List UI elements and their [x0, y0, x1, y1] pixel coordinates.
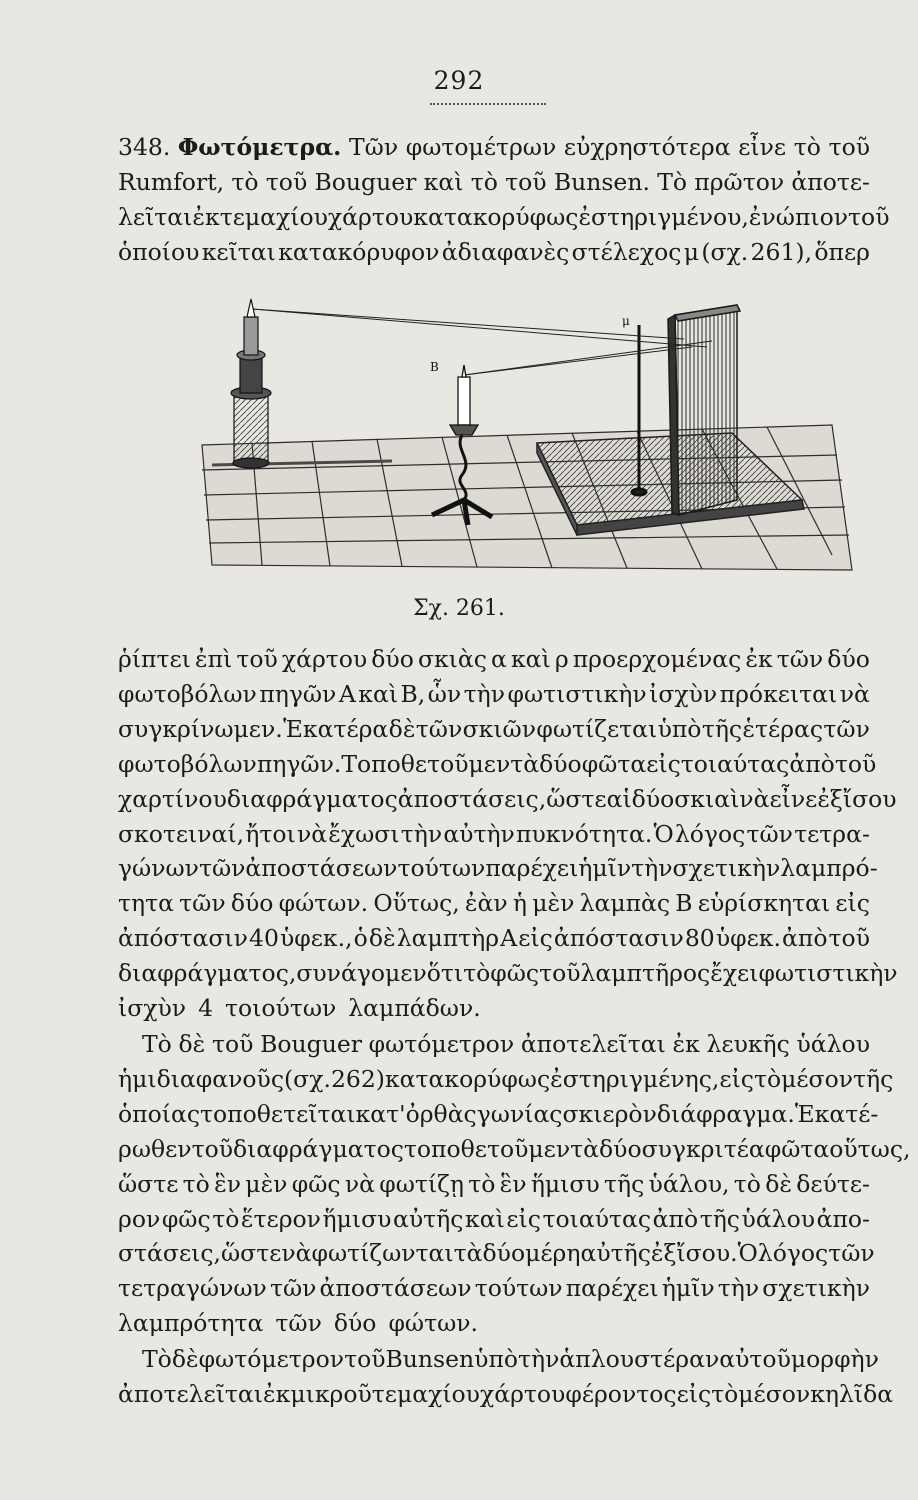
text-line: [118, 851, 878, 886]
text-line: [118, 1167, 870, 1202]
word: ἐστηριγμένου,: [578, 202, 749, 231]
word: τετραγώνων: [118, 1274, 267, 1303]
word: χάρτου: [281, 645, 368, 673]
text-line: [118, 712, 870, 747]
text-line: [118, 1062, 894, 1097]
text-line: [118, 991, 870, 1026]
word: αἱ: [606, 784, 632, 813]
word: δύο: [371, 645, 414, 673]
word: τῶν: [415, 714, 463, 743]
word: τὸ: [468, 1169, 496, 1198]
word: α: [491, 645, 507, 673]
word: τούτων: [474, 1274, 563, 1303]
word: τοποθετοῦμεν: [403, 1134, 571, 1163]
word: κεῖται: [201, 237, 276, 266]
word: Τῶν: [349, 133, 399, 161]
word: διαφράγματος,: [118, 959, 297, 988]
word: Ὁ: [653, 819, 674, 848]
word: φωτοβόλων: [118, 749, 257, 778]
word: πηγῶν.: [256, 749, 342, 778]
word: ἐξ: [650, 1239, 677, 1268]
word: στέλεχος: [571, 237, 682, 266]
text-line: [118, 677, 870, 712]
word: ἀποτελεῖται: [520, 1030, 666, 1058]
word: νὰ: [739, 784, 770, 813]
word: τοῦ: [505, 167, 547, 196]
word: ὥστε: [546, 784, 607, 813]
word: ἀπόστασιν: [553, 924, 684, 953]
word: τὸ: [793, 133, 821, 161]
word: μορφὴν: [790, 1345, 879, 1373]
word: λευκῆς: [706, 1030, 790, 1058]
word: ἀδιαφανὲς: [441, 237, 570, 266]
word: φωτίζεται: [536, 714, 658, 743]
word: ἴσου.: [676, 1239, 738, 1268]
text-line: [118, 817, 870, 852]
word: δύο: [539, 749, 582, 778]
word: τὴν: [717, 1274, 760, 1303]
paragraph-4: [118, 1342, 894, 1412]
word: Β,: [400, 679, 426, 708]
word: ἐκ: [263, 1379, 291, 1408]
word: μέρη: [525, 1239, 581, 1268]
word: δύο: [482, 1239, 526, 1268]
text-line: [118, 1342, 879, 1377]
word: Τὸ: [142, 1345, 172, 1373]
word: ἀποτε-: [791, 167, 870, 196]
word: εἶνε: [738, 133, 787, 161]
word: γωνίας: [476, 1099, 563, 1128]
word: φωτιστικὴν: [758, 959, 898, 988]
word: δὲ: [765, 1169, 792, 1198]
word: Τὸ: [657, 167, 688, 196]
word: λόγος: [674, 819, 746, 848]
word: ὁ: [353, 924, 368, 953]
paragraph-1: [118, 130, 890, 270]
word: ἀποστάσεων: [319, 1274, 472, 1303]
word: τὸ: [463, 959, 491, 988]
word: τὴν: [631, 854, 673, 883]
word: σκιαὶ: [674, 784, 740, 813]
word: δὲ: [171, 1345, 199, 1373]
word: πρόκειται: [719, 679, 838, 708]
word: ἥμισυ: [530, 1169, 600, 1198]
word: 80: [684, 924, 715, 953]
word: φωτιστικὴν: [507, 679, 647, 708]
word: ἀπο-: [816, 1204, 870, 1233]
word: ὑάλου: [796, 1030, 870, 1058]
word: ἐπὶ: [194, 645, 233, 673]
word: ὑφεκ.: [715, 924, 781, 953]
word: μικροῦ: [290, 1379, 372, 1408]
word: φῶτα: [581, 749, 647, 778]
word: λαμπρό-: [780, 854, 878, 883]
word: ἡμιδιαφανοῦς: [118, 1064, 285, 1093]
word: κατακορύφως: [384, 1064, 551, 1093]
word: Ἑκατέρα: [283, 714, 389, 743]
word: τὸ: [733, 1169, 761, 1198]
word: φέροντος: [565, 1379, 677, 1408]
word: ἡμῖν: [578, 854, 632, 883]
word: ἀπὸ: [652, 1204, 699, 1233]
word: ἀποστάσεις,: [397, 784, 547, 813]
word: σκοτειναί,: [118, 819, 245, 848]
word: λαμπτῆρος: [580, 959, 711, 988]
header-rule: [430, 103, 546, 105]
word: τῆς: [853, 1064, 894, 1093]
word: τῶν: [179, 889, 226, 918]
word: ἐκ: [192, 202, 220, 231]
word: Ὁ: [737, 1239, 758, 1268]
oil-lamp: [231, 299, 271, 468]
word: καὶ: [465, 1204, 505, 1233]
word: ἤτοι: [245, 819, 296, 848]
word: δὲ: [178, 1030, 206, 1058]
word: εὑρίσκηται: [697, 889, 831, 918]
word: Τοποθετοῦμεν: [341, 749, 511, 778]
word: τοῦ: [236, 645, 278, 673]
word: τοῦ: [344, 1345, 386, 1373]
word: τὴν: [400, 819, 443, 848]
word: σχετικὴν: [672, 854, 781, 883]
word: κατακορύφως: [413, 202, 579, 231]
text-line: [118, 130, 870, 165]
word: ἓν: [214, 1169, 242, 1198]
word: ἔχωσι: [328, 819, 400, 848]
section-title: Φωτόμετρα.: [177, 133, 342, 161]
text-line: [118, 1306, 870, 1341]
word: ἡμῖν: [661, 1274, 715, 1303]
word: τὰ: [453, 1239, 483, 1268]
word: τὴν: [463, 679, 506, 708]
word: τοιούτων: [225, 994, 337, 1023]
word: ὁποίου: [118, 237, 200, 266]
word: λόγος: [757, 1239, 829, 1268]
word: τοιαύτας: [680, 749, 790, 778]
word: λαμπὰς: [579, 889, 671, 918]
word: Bouguer: [260, 1030, 362, 1058]
word: ὥστε: [118, 1169, 179, 1198]
word: ὑπὸ: [474, 1345, 519, 1373]
word: Α: [338, 679, 356, 708]
word: καὶ: [358, 679, 399, 708]
text-line: [118, 956, 898, 991]
word: ἐκ: [672, 1030, 700, 1058]
word: ρ: [554, 645, 569, 673]
word: πυκνότητα.: [516, 819, 653, 848]
word: χάρτου: [327, 202, 414, 231]
word: κατακόρυφον: [278, 237, 440, 266]
word: μὲν: [245, 1169, 288, 1198]
word: τῆς: [604, 1169, 645, 1198]
word: ὑάλου: [741, 1204, 816, 1233]
word: σχετικὴν: [762, 1274, 870, 1303]
word: τὸ: [231, 167, 259, 196]
word: 262): [330, 1064, 385, 1093]
word: πηγῶν: [259, 679, 337, 708]
word: Bouguer: [314, 167, 417, 196]
word: φῶς: [161, 1204, 211, 1233]
text-line: [118, 200, 890, 235]
text-line: [118, 1097, 879, 1132]
text-line: [118, 886, 870, 921]
word: τῆς: [699, 1204, 740, 1233]
paragraph-3: [118, 1027, 911, 1341]
word: γώνων: [118, 854, 199, 883]
word: (σχ.: [284, 1064, 331, 1093]
text-line: [118, 642, 870, 677]
word: τούτων: [397, 854, 486, 883]
word: ἡ: [512, 889, 527, 918]
word: τὸ: [753, 1064, 782, 1093]
word: ἥμισυ: [322, 1204, 392, 1233]
word: ἕτερον: [240, 1204, 321, 1233]
word: τοῦ: [848, 202, 890, 231]
word: δὲ: [388, 714, 416, 743]
word: ἀποστάσεων: [245, 854, 398, 883]
word: ἑτέρας: [742, 714, 824, 743]
word: ἁπλουστέραν: [559, 1345, 720, 1373]
word: διαφράγματος: [233, 1134, 404, 1163]
word: αὐτοῦ: [719, 1345, 791, 1373]
word: προερχομένας: [572, 645, 742, 673]
text-line: [118, 1377, 894, 1412]
word: μὲν: [532, 889, 575, 918]
word: φωτίζωνται: [311, 1239, 454, 1268]
text-line: [118, 782, 897, 817]
word: εἰς: [506, 1204, 541, 1233]
section-heading: [118, 130, 341, 165]
word: φωτομέτρων: [405, 133, 557, 161]
word: δεύτε-: [796, 1169, 870, 1198]
word: ὑφεκ.,: [279, 924, 353, 953]
word: Rumfort,: [118, 167, 225, 196]
word: συνάγομεν: [296, 959, 427, 988]
word: εἶνε: [769, 784, 818, 813]
word: φῶτα: [764, 1134, 830, 1163]
word: τοῦ: [828, 133, 870, 161]
word: Bunsen.: [553, 167, 650, 196]
word: συγκριτέα: [641, 1134, 765, 1163]
text-line: [118, 747, 877, 782]
word: ἀπόστασιν: [118, 924, 248, 953]
word: νὰ: [296, 819, 328, 848]
paragraph-2: [118, 642, 898, 1026]
text-line: [118, 1271, 870, 1306]
page-number: 292: [433, 66, 485, 95]
word: ρον: [118, 1204, 161, 1233]
word: τητα: [118, 889, 174, 918]
word: καὶ: [423, 167, 464, 196]
word: Ἑκατέ-: [794, 1099, 879, 1128]
word: μέσον: [781, 1064, 854, 1093]
word: Οὕτως,: [373, 889, 460, 918]
word: οὕτως,: [829, 1134, 911, 1163]
word: αὐτὴν: [443, 819, 515, 848]
word: διάφραγμα.: [656, 1099, 795, 1128]
word: νὰ: [839, 679, 870, 708]
word: ἀποτελεῖται: [118, 1379, 264, 1408]
word: εἰς: [518, 924, 553, 953]
word: τὸ: [711, 1379, 739, 1408]
text-line: [118, 1202, 870, 1237]
word: χαρτίνου: [118, 784, 227, 813]
word: δύο: [827, 645, 870, 673]
word: φωτόμετρον: [198, 1345, 345, 1373]
word: τῶν: [823, 714, 870, 743]
word: ὑπὸ: [657, 714, 702, 743]
word: τοῦ: [834, 749, 877, 778]
word: 40: [249, 924, 279, 953]
word: κατ': [355, 1099, 406, 1128]
word: αὐτῆς: [580, 1239, 651, 1268]
word: τεμαχίου: [219, 202, 328, 231]
word: τῶν: [198, 854, 246, 883]
word: λαμπρότητα: [118, 1309, 264, 1338]
word: Bunsen: [385, 1345, 475, 1373]
word: ἴσου: [842, 784, 897, 813]
word: φωτόμετρον: [368, 1030, 515, 1058]
word: τὰ: [570, 1134, 600, 1163]
word: ὀρθὰς: [405, 1099, 477, 1128]
photometer-illustration: [192, 285, 882, 575]
word: δὲ: [368, 924, 396, 953]
text-line: [118, 1132, 911, 1167]
text-line: [118, 235, 870, 270]
word: φῶς: [490, 959, 540, 988]
word: τοῦ: [265, 167, 308, 196]
word: παρέχει: [565, 1274, 659, 1303]
word: δύο: [599, 1134, 642, 1163]
word: ὅτι: [426, 959, 464, 988]
word: ἐξ: [817, 784, 843, 813]
word: νὰ: [344, 1169, 375, 1198]
word: ὅπερ: [814, 237, 870, 266]
word: ἐνώπιον: [748, 202, 849, 231]
word: ρωθεν: [118, 1134, 192, 1163]
word: μέσον: [738, 1379, 811, 1408]
word: τῆς: [701, 714, 743, 743]
word: εἰς: [719, 1064, 754, 1093]
word: τετρα-: [794, 819, 870, 848]
word: τοιαύτας: [542, 1204, 652, 1233]
label-mu: μ: [622, 314, 630, 328]
word: ἐστηριγμένης,: [550, 1064, 720, 1093]
word: τῶν: [275, 1309, 322, 1338]
word: φώτων.: [388, 1309, 478, 1338]
word: Α: [500, 924, 518, 953]
word: εἰς: [646, 749, 681, 778]
word: χάρτου: [479, 1379, 566, 1408]
word: φωτίζῃ: [379, 1169, 464, 1198]
word: συγκρίνωμεν.: [118, 714, 283, 743]
word: φώτων.: [278, 889, 369, 918]
text-line: [118, 1236, 875, 1271]
word: ῥίπτει: [118, 645, 191, 673]
word: τοῦ: [539, 959, 581, 988]
label-b: B: [430, 360, 439, 374]
word: τὸ: [182, 1169, 210, 1198]
word: Τὸ: [142, 1030, 172, 1058]
word: στάσεις,: [118, 1239, 221, 1268]
word: εἰς: [835, 889, 870, 918]
word: δύο: [333, 1309, 377, 1338]
word: τεμαχίου: [371, 1379, 480, 1408]
word: ἰσχὺν: [649, 679, 718, 708]
word: αὐτῆς: [393, 1204, 464, 1233]
light-rays: [252, 309, 712, 375]
word: καὶ: [510, 645, 551, 673]
word: 4: [198, 994, 214, 1023]
word: ἀπὸ: [789, 749, 835, 778]
text-line: [118, 921, 870, 956]
word: νὰ: [281, 1239, 312, 1268]
word: (σχ.: [701, 237, 749, 266]
word: ἀπὸ: [782, 924, 828, 953]
word: ἰσχὺν: [118, 994, 187, 1023]
word: ὁποίας: [118, 1099, 200, 1128]
word: εἰς: [676, 1379, 712, 1408]
word: λαμπάδων.: [348, 994, 481, 1023]
word: ἓν: [499, 1169, 527, 1198]
figure-caption: Σχ. 261.: [413, 596, 505, 621]
section-number: 348.: [118, 133, 171, 161]
word: ἔχει: [710, 959, 759, 988]
word: τοῦ: [211, 1030, 254, 1058]
word: παρέχει: [485, 854, 579, 883]
word: ὑάλου,: [648, 1169, 730, 1198]
word: λαμπτὴρ: [396, 924, 500, 953]
word: τῶν: [746, 819, 793, 848]
word: τοποθετεῖται: [200, 1099, 356, 1128]
word: ὧν: [427, 679, 462, 708]
word: τῶν: [269, 1274, 317, 1303]
word: σκιερὸν: [562, 1099, 657, 1128]
word: διαφράγματος: [226, 784, 398, 813]
word: τὴν: [518, 1345, 560, 1373]
word: μ: [683, 237, 699, 266]
word: ὥστε: [220, 1239, 282, 1268]
text-line: [118, 1027, 870, 1062]
word: ἐὰν: [464, 889, 508, 918]
word: πρῶτον: [694, 167, 785, 196]
text-line: [118, 165, 870, 200]
word: φωτοβόλων: [118, 679, 257, 708]
word: 261),: [750, 237, 813, 266]
word: δύο: [631, 784, 675, 813]
word: τὸ: [470, 167, 498, 196]
word: τὰ: [510, 749, 540, 778]
word: τοῦ: [828, 924, 870, 953]
word: ἐκ: [745, 645, 773, 673]
word: κηλῖδα: [810, 1379, 894, 1408]
word: τῶν: [828, 1239, 875, 1268]
paper-screen: [668, 305, 740, 515]
word: λεῖται: [118, 202, 193, 231]
word: σκιὰς: [417, 645, 487, 673]
word: τοῦ: [191, 1134, 234, 1163]
word: τὸ: [212, 1204, 240, 1233]
word: φῶς: [291, 1169, 341, 1198]
word: σκιῶν: [462, 714, 537, 743]
word: Β: [675, 889, 693, 918]
word: τῶν: [776, 645, 824, 673]
word: δύο: [230, 889, 274, 918]
word: εὐχρηστότερα: [563, 133, 731, 161]
